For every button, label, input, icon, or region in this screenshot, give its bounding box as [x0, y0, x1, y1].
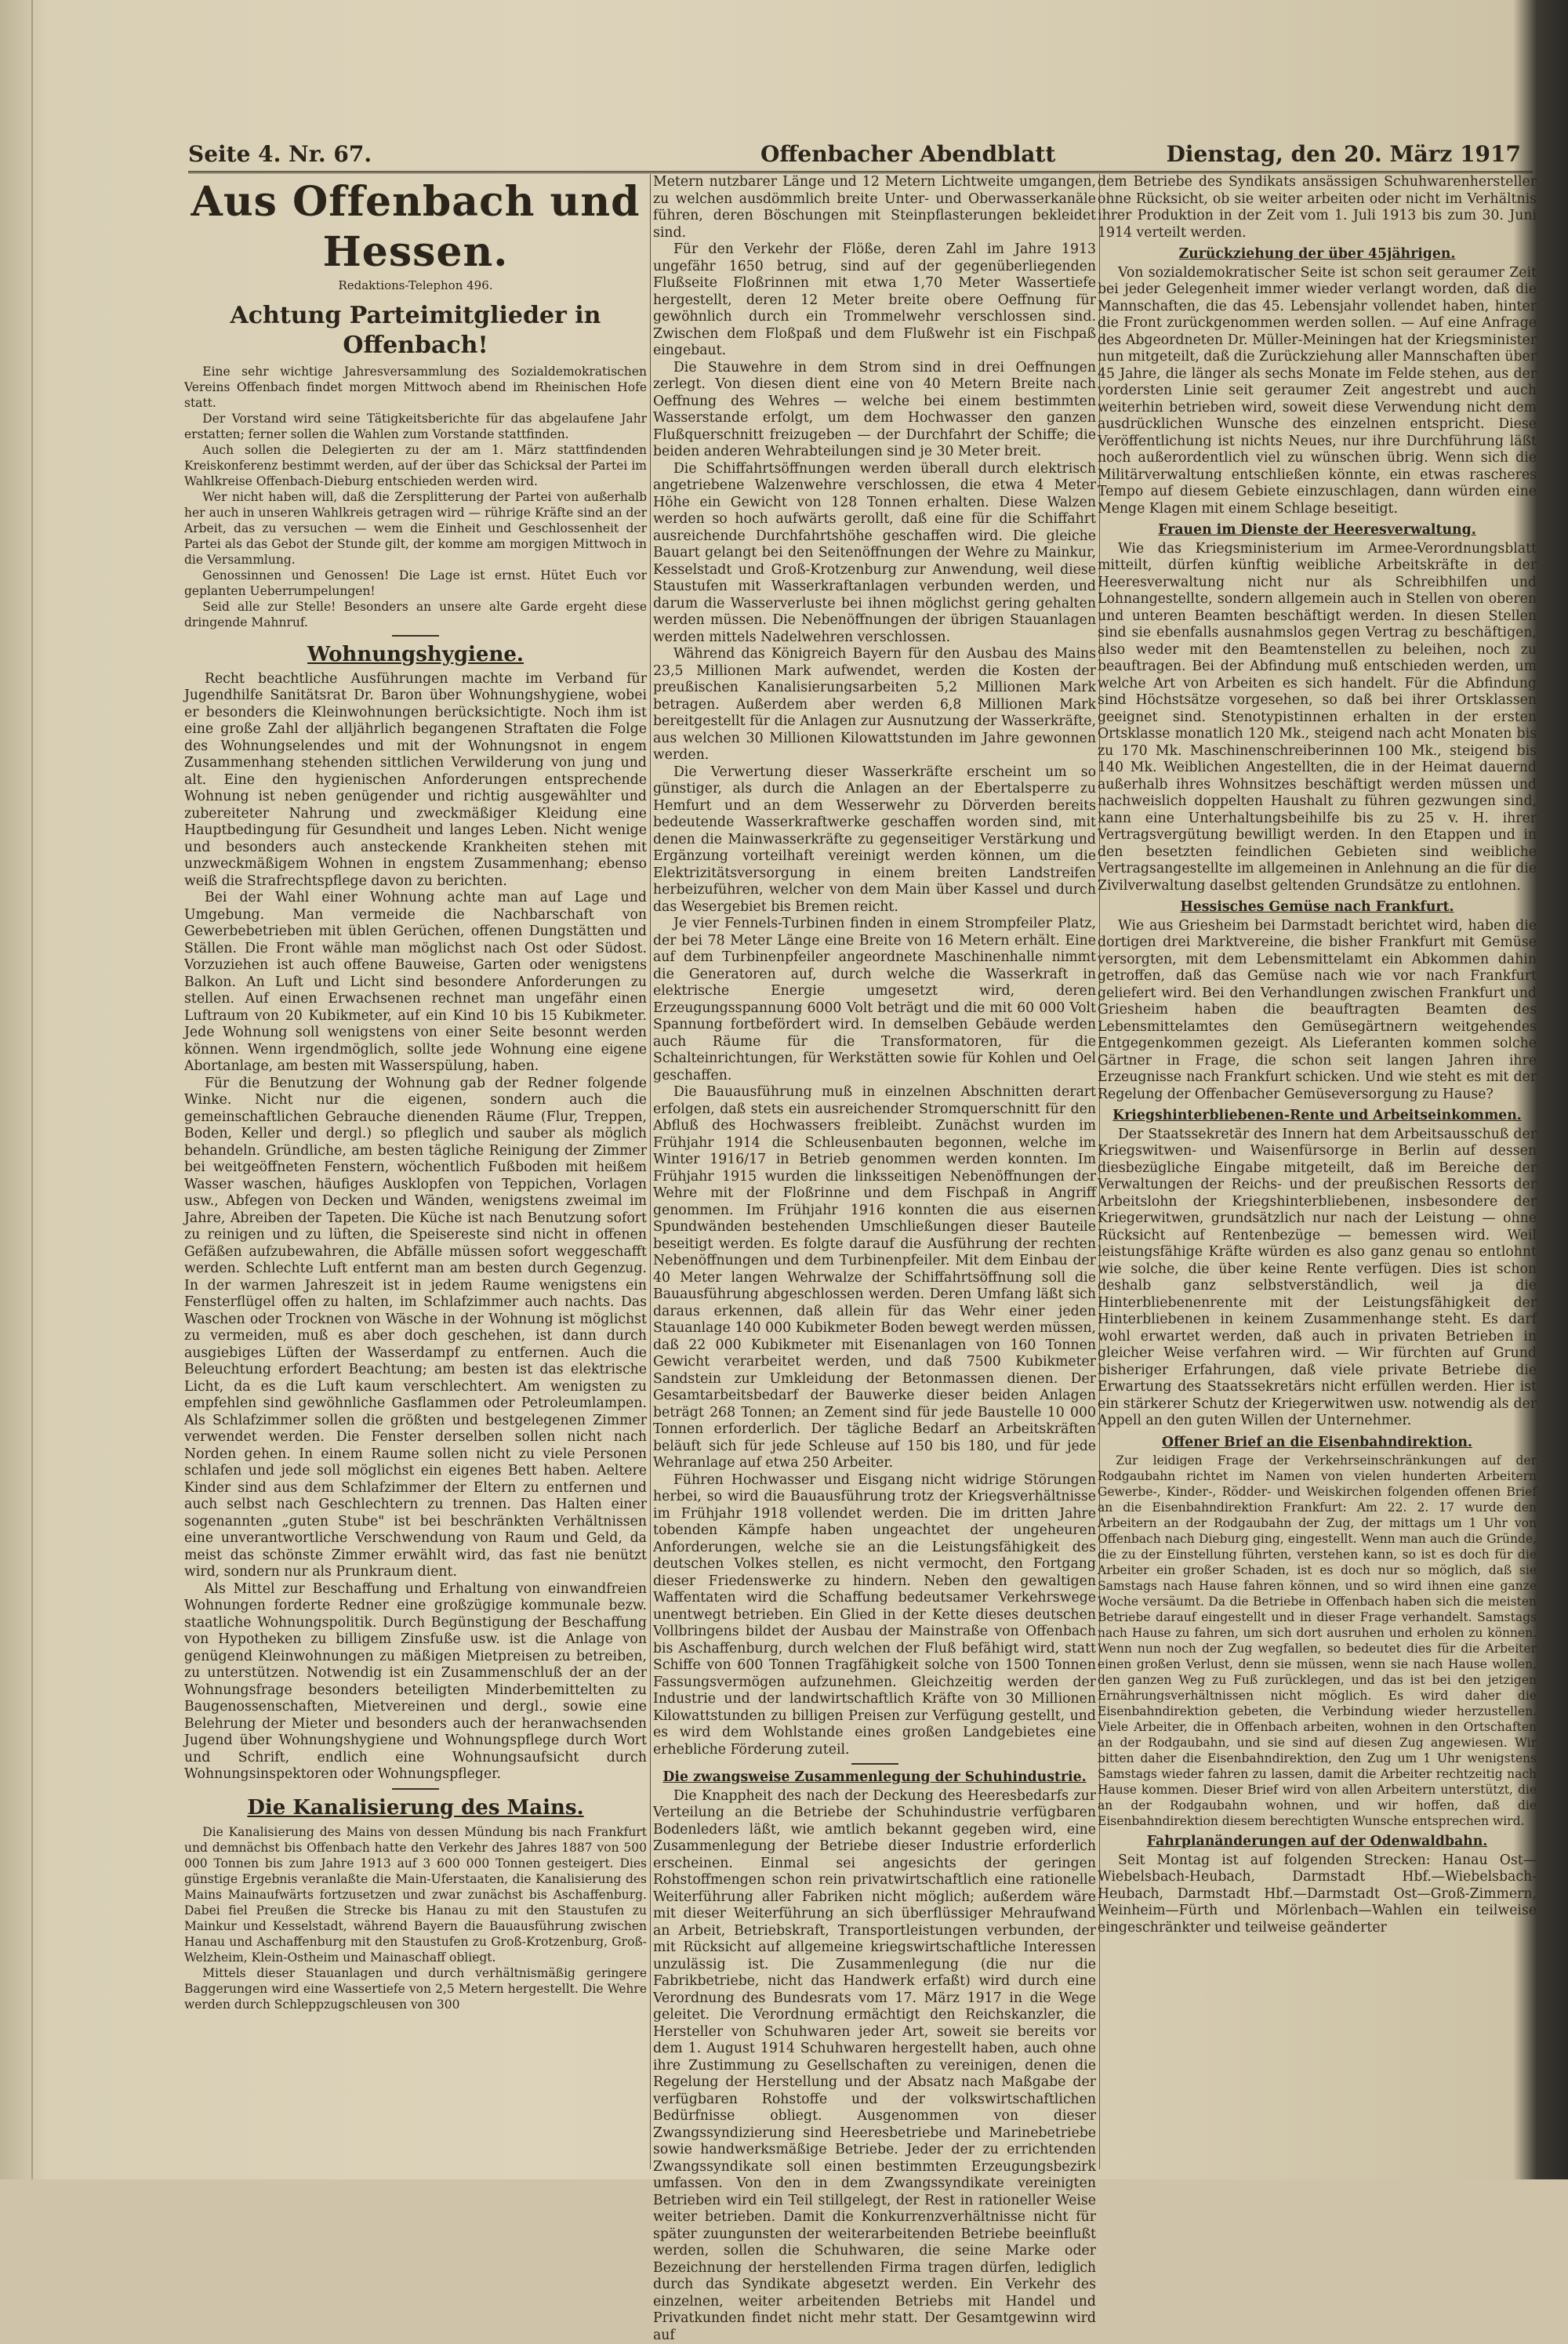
page-header — [188, 141, 1521, 171]
issue-date: Dienstag, den 20. März 1917 — [1167, 141, 1521, 167]
newspaper-name: Offenbacher Abendblatt — [760, 141, 1055, 167]
paragraph: Seit Montag ist auf folgenden Strecken: Hanau Ost—Wiebelsbach-Heubach, Darmstadt Hbf.—Wiebelsbach-Heubach, Darmstadt Hbf.—Darmstadt Ost—Groß-Zimmern, Weinheim—Fürth und Mörlenbach—Wahlen ein teilweise eingeschränkter und teilweise geänderter — [1098, 1852, 1537, 1937]
paragraph: Die Verwertung dieser Wasserkräfte erscheint um so günstiger, als durch die Anlagen an der Ebertalsperre zu Hemfurt und an dem Wesserwehr zu Dörverden bereits bedeutende Wasserkraftwerke geschaffen worden sind, mit denen die Mainwasserkräfte zu gegenseitiger Verstärkung und Ergänzung vorteilhaft vereinigt werden können, um die Elektrizitätsversorgung in einem breiten Landstreifen herbeizuführen, welcher von dem Main über Kassel und durch das Wesergebiet bis Bremen reicht. — [653, 764, 1096, 916]
column-2 — [653, 174, 1100, 2169]
header-rule — [188, 171, 1533, 173]
newspaper-page — [31, 0, 1548, 2179]
separator — [392, 1788, 439, 1790]
column-3 — [1098, 174, 1537, 2169]
paragraph: Die Kanalisierung des Mains von dessen Mündung bis nach Frankfurt und demnächst bis Offenbach hatte den Verkehr des Jahres 1887 von 500 000 Tonnen bis zum Jahre 1913 auf 3 600 000 Tonnen gesteigert. Dies günstige Ergebnis veranlaßte die Main-Uferstaaten, die Kanalisierung des Mains Mainaufwärts fortzusetzen und zwar zunächst bis Aschaffenburg. Dabei fiel Preußen die Strecke bis Hanau zu mit den Staustufen zu Mainkur und Kesselstadt, während Bayern die Bauausführung zwischen Hanau und Aschaffenburg mit den Staustufen zu Groß-Krotzenburg, Groß-Welzheim, Klein-Ostheim und Mainaschaff obliegt. — [184, 1824, 647, 1965]
paragraph: Zur leidigen Frage der Verkehrseinschränkungen auf der Rodgaubahn richtet im Namen von vielen hunderten Arbeitern Gewerbe-, Kinder-, Rödder- und Weiskirchen folgenden offenen Brief an die Eisenbahndirektion Frankfurt: Am 22. 2. 17 wurde den Arbeitern an der Rodgaubahn der Zug, der mittags um 1 Uhr von Offenbach nach Dieburg ging, eingestellt. Wenn man auch die Gründe, die zu der Einstellung führten, verstehen kann, so ist es doch für die Arbeiter ein großer Schaden, ist es doch nur so möglich, daß sie Samstags nach Hause fahren können, und so wird ihnen eine ganze Woche versäumt. Da die Betriebe in Offenbach haben sich die meisten Betriebe darauf eingestellt und in dieser Frage verhandelt. Samstags nach Hause zu fahren, um sich dort ausruhen und erholen zu können. Wenn nun noch der Zug wegfallen, so bedeutet dies für die Arbeiter einen großen Verlust, denn sie müssen, wenn sie nach Hause wollen, den ganzen Weg zu Fuß zurücklegen, und das ist bei den jetzigen Ernährungsverhältnissen nicht möglich. Es wird daher die Eisenbahndirektion gebeten, die Verbindung wieder herzustellen. Viele Arbeiter, die in Offenbach arbeiten, wohnen in den Ortschaften an der Rodgaubahn, und sie sind auf diesen Zug angewiesen. Wir bitten daher die Eisenbahndirektion, den Zug um 1 Uhr wenigstens Samstags wieder fahren zu lassen, damit die Arbeiter rechtzeitig nach Hause kommen. Dieser Brief wird von allen Arbeitern unterstützt, die an der Rodgaubahn wohnen, und wir hoffen, daß die Eisenbahndirektion diesem berechtigten Wunsche entsprechen wird. — [1098, 1453, 1537, 1829]
paragraph: Mittels dieser Stauanlagen und durch verhältnismäßig geringere Baggerungen wird eine Wassertiefe von 2,5 Metern hergestellt. Die Wehre werden durch Schleppzugschleusen von 300 — [184, 1965, 647, 2012]
paragraph: Als Mittel zur Beschaffung und Erhaltung von einwandfreien Wohnungen forderte Redner eine großzügige kommunale bezw. staatliche Wohnungspolitik. Durch Begünstigung der Beschaffung von Hypotheken zu billigem Zinsfuße usw. ist die Anlage von genügend Kleinwohnungen zu mäßigen Mietpreisen zu betreiben, zu unterstützen. Notwendig ist ein Zusammenschluß der an der Wohnungsfrage besonders beteiligten Minderbemittelten zu Baugenossenschaften, Mietvereinen und dergl., sowie eine Belehrung der Mieter und besonders auch der heranwachsenden Jugend über Wohnungshygiene und Wohnungspflege durch Wort und Schrift, endlich eine Wohnungsaufsicht durch Wohnungsinspektoren oder Wohnungspfleger. — [184, 1581, 647, 1783]
paragraph: Wie das Kriegsministerium im Armee-Verordnungsblatt mitteilt, dürfen künftig weibliche Arbeitskräfte in der Heeresverwaltung nicht nur als Schreibhilfen und Lohnangestellte, sondern allgemein auch in Stellen von oberen und unteren Beamten beschäftigt werden. In diesen Stellen sind sie ebenfalls ausnahmslos gegen Vertrag zu beschäftigen, also weder mit den Beamtenstellen zu beleihen, noch zu beauftragen. Bei der Abfindung muß entschieden werden, um welche Art von Arbeiten es sich handelt. Für die Abfindung sind Höchstsätze vorgesehen, so daß bei ihrer Ortsklassen geeignet sind. Stenotypistinnen erhalten in der ersten Ortsklasse monatlich 120 Mk., steigend nach acht Monaten bis zu 170 Mk. Maschinenschreiberinnen 100 Mk., steigend bis 140 Mk. Weiblichen Angestellten, die in der Heimat dauernd außerhalb ihres Wohnsitzes beschäftigt werden müssen und nachweislich doppelten Haushalt zu führen gezwungen sind, kann eine Unterhaltungsbeihilfe bis zu 25 v. H. ihrer Vertragsvergütung bewilligt werden. In den Etappen und in den besetzten feindlichen Gebieten sind weibliche Vertragsangestellte im allgemeinen in Anlehnung an die für die Zivilverwaltung daselbst geltenden Grundsätze zu entlohnen. — [1098, 541, 1537, 895]
paragraph: Der Vorstand wird seine Tätigkeitsberichte für das abgelaufene Jahr erstatten; ferner sollen die Wahlen zum Vorstande stattfinden. — [184, 411, 647, 442]
adjacent-page-edge — [1521, 0, 1568, 2179]
paragraph: Führen Hochwasser und Eisgang nicht widrige Störungen herbei, so wird die Bauausführung trotz der Kriegsverhältnisse im Frühjahr 1918 vollendet werden. Die im dritten Jahre tobenden Kämpfe haben ungeachtet der ungeheuren Anforderungen, welche sie an die Leistungsfähigkeit des deutschen Volkes stellen, es nicht vermocht, den Fortgang dieser Friedenswerke zu hindern. Neben den gewaltigen Waffentaten wird die Schaffung bedeutsamer Verkehrswege unentwegt betrieben. Ein Glied in der Kette dieses deutschen Vollbringens bildet der Ausbau der Mainstraße von Offenbach bis Aschaffenburg, durch welchen der Fluß befähigt wird, statt Schiffe von 600 Tonnen Tragfähigkeit solche von 1500 Tonnen Fassungsvermögen aufzunehmen. Gleichzeitig werden der Industrie und der landwirtschaftlich Kräfte von 30 Millionen Kilowattstunden zu billigen Preisen zur Verfügung gestellt, und es wird dem Wohlstande eines großen Landgebietes eine erhebliche Förderung zuteil. — [653, 1472, 1096, 1759]
headline-shoe-industry: Die zwangsweise Zusammenlegung der Schuhindustrie. — [653, 1769, 1096, 1787]
paragraph: Metern nutzbarer Länge und 12 Metern Lichtweite umgangen, zu welchen ausdömmlich breite Unter- und Oberwasserkanäle führen, deren Böschungen mit Steinpflasterungen bekleidet sind. — [653, 174, 1096, 241]
paragraph: dem Betriebe des Syndikats ansässigen Schuhwarenhersteller ohne Rücksicht, ob sie weiter arbeiten oder nicht im Verhältnis ihrer Produktion in der Zeit vom 1. Juli 1913 bis zum 30. Juni 1914 verteilt werden. — [1098, 174, 1537, 241]
column-1 — [184, 174, 651, 2169]
headline-main-canal: Die Kanalisierung des Mains. — [184, 1794, 647, 1821]
paragraph: Während das Königreich Bayern für den Ausbau des Mains 23,5 Millionen Mark aufwendet, werden die Kosten der preußischen Kanalisierungsarbeiten 5,2 Millionen Mark betragen. Außerdem aber werden 6,8 Millionen Mark bereitgestellt für die Anlagen zur Ausnutzung der Wasserkräfte, aus welchen 30 Millionen Kilowattstunden im Jahre gewonnen werden. — [653, 646, 1096, 764]
paragraph: Die Bauausführung muß in einzelnen Abschnitten derart erfolgen, daß stets ein ausreichender Stromquerschnitt für den Abfluß des Hochwassers freibleibt. Zunächst wurden im Frühjahr 1914 die Schleusenbauten begonnen, welche im Winter 1916/17 in Betrieb genommen werden konnten. Im Frühjahr 1915 wurden die linksseitigen Nebenöffnungen der Wehre mit der Floßrinne und dem Fischpaß in Angriff genommen. Im Frühjahr 1916 konnten die aus eisernen Spundwänden bestehenden Umschließungen dieser Bauteile beseitigt werden. Es folgte darauf die Ausführung der rechten Nebenöffnungen und dem Turbinenpfeiler. Mit dem Einbau der 40 Meter langen Wehrwalze der Schiffahrtsöffnung soll die Bauausführung abgeschlossen werden. Deren Umfang läßt sich daraus erkennen, daß allein für das Wehr einer jeden Stauanlage 140 000 Kubikmeter Boden bewegt werden müssen, daß 22 000 Kubikmeter mit Eisenanlagen von 160 Tonnen Gewicht verarbeitet werden, und daß 7500 Kubikmeter Sandstein zur Umkleidung der Betonmassen dienen. Der Gesamtarbeitsbedarf der Bauwerke dieser beiden Anlagen beträgt 268 Tonnen; an Zement sind für jede Baustelle 10 000 Tonnen erforderlich. Der tägliche Bedarf an Arbeitskräften beläuft sich für jede Schleuse auf 150 bis 180, und für jede Wehranlage auf etwa 250 Arbeiter. — [653, 1084, 1096, 1472]
separator — [851, 1763, 898, 1765]
headline-vegetables: Hessisches Gemüse nach Frankfurt. — [1098, 899, 1537, 916]
paragraph: Genossinnen und Genossen! Die Lage ist ernst. Hütet Euch vor geplanten Ueberrumpelungen! — [184, 568, 647, 599]
editorial-telephone: Redaktions-Telephon 496. — [184, 278, 647, 295]
paragraph: Der Staatssekretär des Innern hat dem Arbeitsausschuß der Kriegswitwen- und Waisenfürsorge in Berlin auf dessen diesbezügliche Eingabe mitgeteilt, daß im Bereiche der Verwaltungen der Reichs- und der preußischen Ressorts der Arbeitslohn der Kriegshinterbliebenen, insbesondere der Kriegerwitwen, grundsätzlich nur nach der Leistung — ohne Rücksicht auf Rentenbezüge — bemessen wird. Weil leistungsfähige Kräfte würden es also ganz genau so entlohnt wie solche, die über keine Rente verfügen. Dies ist schon deshalb ganz selbstverständlich, weil ja die Hinterbliebenenrente mit der Leistungsfähigkeit der Hinterbliebenen in keinem Zusammenhange steht. Es darf wohl erwartet werden, daß auch in privaten Betrieben in gleicher Weise verfahren wird. — Wir fürchten auf Grund bisheriger Erfahrungen, daß viele private Betriebe die Erwartung des Staatssekretärs nicht erfüllen werden. Hier ist ein stärkerer Schutz der Kriegerwitwen usw. notwendig als der Appell an den guten Willen der Unternehmer. — [1098, 1127, 1537, 1430]
paragraph: Für den Verkehr der Flöße, deren Zahl im Jahre 1913 ungefähr 1650 betrug, sind auf der gegenüberliegenden Flußseite Floßrinnen mit etwa 1,70 Meter Wassertiefe hergestellt, deren 12 Meter breite obere Oeffnung für gewöhnlich durch ein Trommelwehr verschlossen sind. Zwischen dem Floßpaß und dem Flußwehr ist ein Fischpaß eingebaut. — [653, 241, 1096, 360]
paragraph: Wer nicht haben will, daß die Zersplitterung der Partei von außerhalb her auch in unseren Wahlkreis getragen wird — rührige Kräfte sind an der Arbeit, das zu versuchen — wem die Einheit und Geschlossenheit der Partei als das Gebot der Stunde gilt, der komme am morgigen Mittwoch in die Versammlung. — [184, 489, 647, 568]
paragraph: Die Stauwehre in dem Strom sind in drei Oeffnungen zerlegt. Von diesen dient eine von 40 Metern Breite nach Oeffnung des Wehres — welche bei einem bestimmten Wasserstande erfolgt, um dem Hochwasser den ganzen Flußquerschnitt freizugeben — der Durchfahrt der Schiffe; die beiden anderen Wehrabteilungen sind je 30 Meter breit. — [653, 360, 1096, 461]
paragraph: Eine sehr wichtige Jahresversammlung des Sozialdemokratischen Vereins Offenbach findet morgen Mittwoch abend im Rheinischen Hofe statt. — [184, 364, 647, 411]
separator — [392, 635, 439, 637]
headline-party-members: Achtung Parteimitglieder in Offenbach! — [184, 301, 647, 361]
paragraph: Bei der Wahl einer Wohnung achte man auf Lage und Umgebung. Man vermeide die Nachbarschaft von Gewerbebetrieben mit üblen Gerüchen, offenen Dungstätten und Ställen. Die Front wähle man möglichst nach Ost oder Südost. Vorzuziehen ist auch offene Bauweise, Garten oder wenigstens Balkon. An Luft und Licht sind besondere Anforderungen zu stellen. Auf einen Erwachsenen rechnet man ungefähr einen Luftraum von 20 Kubikmeter, auf ein Kind 10 bis 15 Kubikmeter. Jede Wohnung soll wenigstens von einer Seite besonnt werden können. Wenn irgendmöglich, sollte jede Wohnung eine eigene Abortanlage, am besten mit Wasserspülung, haben. — [184, 890, 647, 1076]
paragraph: Wie aus Griesheim bei Darmstadt berichtet wird, haben die dortigen drei Marktvereine, die bisher Frankfurt mit Gemüse versorgten, mit dem Lebensmittelamt ein Abkommen dahin getroffen, daß das Gemüse nach wie vor nach Frankfurt geliefert wird. Bei den Verhandlungen zwischen Frankfurt und Griesheim haben die beauftragten Beamten des Lebensmittelamtes den Gemüsegärtnern weitgehendes Entgegenkommen gezeigt. Als Lieferanten kommen solche Gärtner in Frage, die schon seit langen Jahren ihre Erzeugnisse nach Frankfurt schicken. Und wie steht es mit der Regelung der Offenbacher Gemüseversorgung zu Hause? — [1098, 918, 1537, 1104]
headline-recall: Zurückziehung der über 45jährigen. — [1098, 246, 1537, 263]
paragraph: Seid alle zur Stelle! Besonders an unsere alte Garde ergeht diese dringende Mahnruf. — [184, 599, 647, 630]
paragraph: Auch sollen die Delegierten zu der am 1. März stattfindenden Kreiskonferenz bestimmt werden, auf der über das Schicksal der Partei im Wahlkreise Offenbach-Dieburg entschieden werden wird. — [184, 442, 647, 489]
headline-women: Frauen im Dienste der Heeresverwaltung. — [1098, 522, 1537, 539]
section-title: Aus Offenbach und Hessen. — [184, 177, 647, 278]
paragraph: Recht beachtliche Ausführungen machte im Verband für Jugendhilfe Sanitätsrat Dr. Baron über Wohnungshygiene, wobei er besonders die Kleinwohnungen berücksichtigte. Noch ihm ist eine große Zahl der alljährlich begangenen Straftaten die Folge des Wohnungselendes und mit der Wohnungsnot in engem Zusammenhang stehenden sittlichen Verwilderung von jung und alt. Eine den hygienischen Anforderungen entsprechende Wohnung ist neben genügender und richtig ausgewählter und zubereiteter Nahrung und zweckmäßiger Kleidung eine Hauptbedingung für Gesundheit und langes Leben. Nicht wenige und besonders auch ansteckende Krankheiten stehen mit unzweckmäßigem Wohnen in engstem Zusammenhang; ebenso weiß die Strafrechtspflege davon zu berichten. — [184, 671, 647, 891]
paragraph: Für die Benutzung der Wohnung gab der Redner folgende Winke. Nicht nur die eigenen, sondern auch die gemeinschaftlichen Gebrauche dienenden Räume (Flur, Treppen, Boden, Keller und dergl.) so pfleglich und sauber als möglich behandeln. Gründliche, am besten tägliche Reinigung der Zimmer bei weitgeöffneten Fenstern, wöchentlich Fußboden mit heißem Wasser waschen, häufiges Ausklopfen von Teppichen, Vorlagen usw., Abfegen von Decken und Wänden, wenigstens zweimal im Jahre, Abreiben der Tapeten. Die Küche ist nach Benutzung sofort zu reinigen und zu lüften, die Speisereste sind nicht in offenen Gefäßen aufzubewahren, die Abfälle müssen sofort weggeschafft werden. Schlechte Luft entfernt man am besten durch Gegenzug. In der warmen Jahreszeit ist in jedem Raume wenigstens ein Fensterflügel offen zu halten, im Schlafzimmer auch nachts. Das Waschen oder Trocknen von Wäsche in der Wohnung ist möglichst zu vermeiden, muß es aber doch geschehen, ist dann durch ausgiebiges Lüften der Wasserdampf zu entfernen. Auch die Beleuchtung erfordert Beachtung; am besten ist das elektrische Licht, da es die Luft kaum verschlechtert. Am wenigsten zu empfehlen sind gewöhnliche Gasflammen oder Petroleumlampen. Als Schlafzimmer sollen die größten und bestgelegenen Zimmer verwendet werden. Die Fenster derselben sollen nicht nach Norden gehen. In einem Raume sollen nicht zu viele Personen schlafen und jede soll möglichst ein eigenes Bett haben. Aeltere Kinder sind aus dem Schlafzimmer der Eltern zu entfernen und auch selbst nach Geschlechtern zu trennen. Das Halten einer sogenannten „guten Stube" ist bei beschränkten Verhältnissen eine unverantwortliche Verschwendung von Raum und Geld, da meist das schönste Zimmer erwählt wird, das fast nie benützt wird, sondern nur als Prunkraum dient. — [184, 1076, 647, 1581]
headline-housing: Wohnungshygiene. — [184, 641, 647, 668]
paragraph: Die Schiffahrtsöffnungen werden überall durch elektrisch angetriebene Walzenwehre verschlossen, die etwa 4 Meter Höhe ein Gewicht von 128 Tonnen erhalten. Diese Walzen werden so hoch aufwärts gerollt, daß eine für die Schiffahrt ausreichende Durchfahrtshöhe geschaffen wird. Die gleiche Bauart gelangt bei den Seitenöffnungen der Wehre zu Mainkur, Kesselstadt und Groß-Krotzenburg zur Anwendung, weil diese Staustufen mit Wasserkraftanlagen verbunden werden, und darum die Wasserverluste bei ihnen möglichst gering gehalten werden müssen. Die Nebenöffnungen der übrigen Stauanlagen werden mittels Nadelwehren verschlossen. — [653, 461, 1096, 647]
paragraph: Von sozialdemokratischer Seite ist schon seit geraumer Zeit bei jeder Gelegenheit immer wieder verlangt worden, daß die Mannschaften, die das 45. Lebensjahr vollendet haben, hinter die Front zurückgenommen werden sollen. — Auf eine Anfrage des Abgeordneten Dr. Müller-Meiningen hat der Kriegsminister nun mitgeteilt, daß die Zurückziehung aller Mannschaften über 45 Jahre, die länger als sechs Monate im Felde stehen, aus der vordersten Linie seit geraumer Zeit angestrebt und auch weiterhin betrieben wird, soweit diese Verwendung nicht dem ausdrücklichen Wunsche des einzelnen entspricht. Diese Veröffentlichung ist nichts Neues, nur ihre Durchführung läßt noch außerordentlich viel zu wünschen übrig. Wenn sich die Militärverwaltung entschließen könnte, ein etwas rascheres Tempo auf diesem Gebiete einzuschlagen, dann würden eine Menge Klagen mit einem Schlage beseitigt. — [1098, 265, 1537, 518]
headline-odenwald: Fahrplanänderungen auf der Odenwaldbahn. — [1098, 1834, 1537, 1851]
headline-pension: Kriegshinterbliebenen-Rente und Arbeitseinkommen. — [1098, 1108, 1537, 1125]
page-number: Seite 4. Nr. 67. — [188, 141, 372, 167]
headline-open-letter: Offener Brief an die Eisenbahndirektion. — [1098, 1435, 1537, 1452]
paragraph: Die Knappheit des nach der Deckung des Heeresbedarfs zur Verteilung an die Betriebe der Schuhindustrie verfügbaren Bodenleders läßt, wie amtlich bekannt gegeben wird, eine Zusammenlegung der Betriebe dieser Industrie erforderlich erscheinen. Einmal sei angesichts der geringen Rohstoffmengen schon rein privatwirtschaftlich eine rationelle Weiterführung aller Fabriken nicht möglich; außerdem wäre mit dieser Weiterführung an sich überflüssiger Mehraufwand an Arbeit, Betriebskraft, Transportleistungen verbunden, der mit Rücksicht auf allgemeine kriegswirtschaftliche Interessen unzulässig ist. Die Zusammenlegung (die nur die Fabrikbetriebe, nicht das Handwerk erfaßt) wird durch eine Verordnung des Bundesrats vom 17. März 1917 in die Wege geleitet. Die Verordnung ermächtigt den Reichskanzler, die Hersteller von Schuhwaren jeder Art, soweit sie bereits vor dem 1. August 1914 Schuhwaren hergestellt haben, auch ohne ihre Zustimmung zu Gesellschaften zu vereinigen, denen die Regelung der Herstellung und der Absatz nach Maßgabe der verfügbaren Rohstoffe und der volkswirtschaftlichen Bedürfnisse obliegt. Ausgenommen von dieser Zwangssyndizierung sind Heeresbetriebe und Marinebetriebe sowie handwerksmäßige Betriebe. Jeder der zu errichtenden Zwangssyndikate soll einen bestimmten Erzeugungsbezirk umfassen. Von den in dem Zwangssyndikate vereinigten Betrieben wird ein Teil stillgelegt, der Rest in rationeller Weise weiter betrieben. Damit die Konkurrenzverhältnisse nicht für später zuungunsten der weiterarbeitenden Betriebe beeinflußt werden, sollen die Schuhwaren, die seine Marke oder Bezeichnung der herstellenden Firma tragen dürfen, lediglich durch das Syndikate abgesetzt werden. Ein Verkehr des einzelnen, weiter arbeitenden Betriebs mit Handel und Privatkunden findet nicht mehr statt. Der Gesamtgewinn wird auf — [653, 1788, 1096, 2344]
paragraph: Je vier Fennels-Turbinen finden in einem Strompfeiler Platz, der bei 78 Meter Länge eine Breite von 16 Metern erhält. Eine auf dem Turbinenpfeiler angeordnete Maschinenhalle nimmt die Generatoren auf, durch welche die Wasserkraft in elektrische Energie umgesetzt wird, deren Erzeugungsspannung 6000 Volt beträgt und die mit 60 000 Volt Spannung fortbefördert wird. In demselben Gebäude werden auch Räume für die Transformatoren, für die Schalteinrichtungen, für Werkstätten sowie für Kohlen und Oel geschaffen. — [653, 916, 1096, 1084]
